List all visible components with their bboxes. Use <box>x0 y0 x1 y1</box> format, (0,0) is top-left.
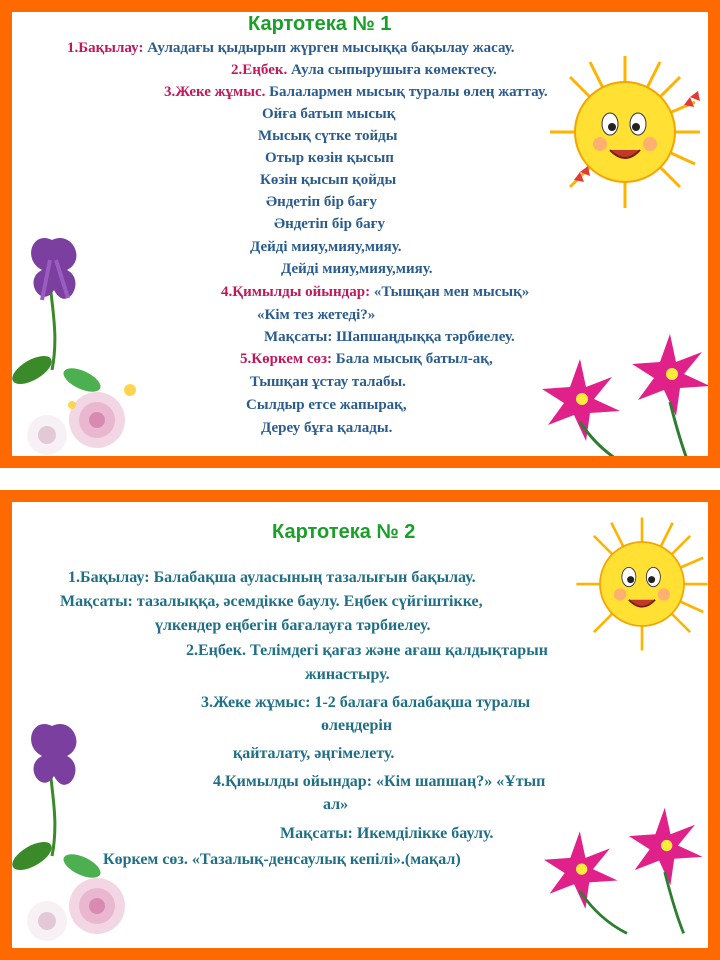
artistic-word-text: «Тазалық-денсаулық кепілі».(мақал) <box>187 851 461 868</box>
lily-flowers-icon <box>540 332 720 468</box>
outdoor-games-label: 4.Қимылды ойындар: <box>221 284 371 300</box>
poem-line: Сылдыр етсе жапырақ, <box>246 397 407 413</box>
sun-icon <box>540 52 710 212</box>
goal-line-cont: үлкендер еңбегін бағалауға тәрбиелеу. <box>155 617 431 634</box>
outdoor-games-line <box>213 772 545 792</box>
observation-line <box>67 38 515 58</box>
card-2 <box>0 490 720 960</box>
artistic-word-text: Бала мысық батыл-ақ, <box>332 351 493 367</box>
individual-work-cont: өлеңдерін <box>321 717 393 734</box>
observation-line <box>68 568 476 588</box>
outdoor-games-cont: ал» <box>323 796 349 813</box>
poem-line: Дейді мияу,мияу,мияу. <box>281 261 433 277</box>
artistic-word-line <box>103 850 461 870</box>
individual-work-text: 1-2 балаға балабақша туралы <box>310 694 531 711</box>
flowers-left-icon <box>12 700 152 960</box>
goal-line: Мақсаты: Икемділікке баулу. <box>280 825 494 842</box>
labor-label: 2.Еңбек. <box>231 62 288 78</box>
labor-line-cont: жинастыру. <box>305 666 390 683</box>
labor-text: Телімдегі қағаз және ағаш қалдықтарын <box>246 642 548 659</box>
outdoor-games-text: «Тышқан мен мысық» <box>370 284 530 300</box>
poem-line: Дереу бұға қалады. <box>261 420 393 436</box>
card-title: Картотека № 1 <box>248 13 392 35</box>
individual-work-label: 3.Жеке жұмыс. <box>164 84 266 100</box>
labor-text: Аула сыпырушыға көмектесу. <box>287 62 497 78</box>
card-1 <box>0 0 720 468</box>
labor-line <box>231 60 497 80</box>
poem-line: Мысық сүтке тойды <box>258 128 398 144</box>
poem-line: Тышқан ұстау талабы. <box>250 374 406 390</box>
individual-work-line <box>201 693 530 713</box>
game-name-line: «Кім тез жетеді?» <box>257 307 376 323</box>
sun-icon <box>567 514 717 654</box>
lily-flowers-icon <box>542 802 712 942</box>
card-title: Картотека № 2 <box>272 521 416 543</box>
observation-text: Балабақша ауласының тазалығын бақылау. <box>149 569 476 586</box>
poem-line: Әндетіп бір бағу <box>274 216 385 232</box>
artistic-word-line <box>240 349 493 369</box>
labor-line <box>186 641 548 661</box>
individual-work-label: 3.Жеке жұмыс: <box>201 694 311 711</box>
artistic-word-label: Көркем сөз. <box>103 851 188 868</box>
poem-line: Ойға батып мысық <box>262 106 396 122</box>
individual-work-line <box>164 82 548 102</box>
outdoor-games-line <box>221 282 529 302</box>
poem-line: Көзін қысып қойды <box>260 172 397 188</box>
poem-line: Отыр көзін қысып <box>265 150 394 166</box>
labor-label: 2.Еңбек. <box>186 642 246 659</box>
poem-line: Әндетіп бір бағу <box>266 194 377 210</box>
observation-label: 1.Бақылау: <box>67 40 144 56</box>
individual-work-cont: қайталату, әңгімелету. <box>233 745 395 762</box>
goal-line: Мақсаты: Шапшаңдыққа тәрбиелеу. <box>264 329 515 345</box>
observation-text: Ауладағы қыдырып жүрген мысыққа бақылау жасау. <box>143 40 515 56</box>
poem-line: Дейді мияу,мияу,мияу. <box>250 239 402 255</box>
artistic-word-label: 5.Көркем сөз: <box>240 351 333 367</box>
outdoor-games-text: «Кім шапшаң?» «Ұтып <box>372 773 546 790</box>
flowers-left-icon <box>12 220 152 468</box>
individual-work-text: Балалармен мысық туралы өлең жаттау. <box>265 84 548 100</box>
outdoor-games-label: 4.Қимылды ойындар: <box>213 773 373 790</box>
observation-label: 1.Бақылау: <box>68 569 150 586</box>
goal-line: Мақсаты: тазалыққа, әсемдікке баулу. Еңбек сүйгіштікке, <box>60 593 483 610</box>
